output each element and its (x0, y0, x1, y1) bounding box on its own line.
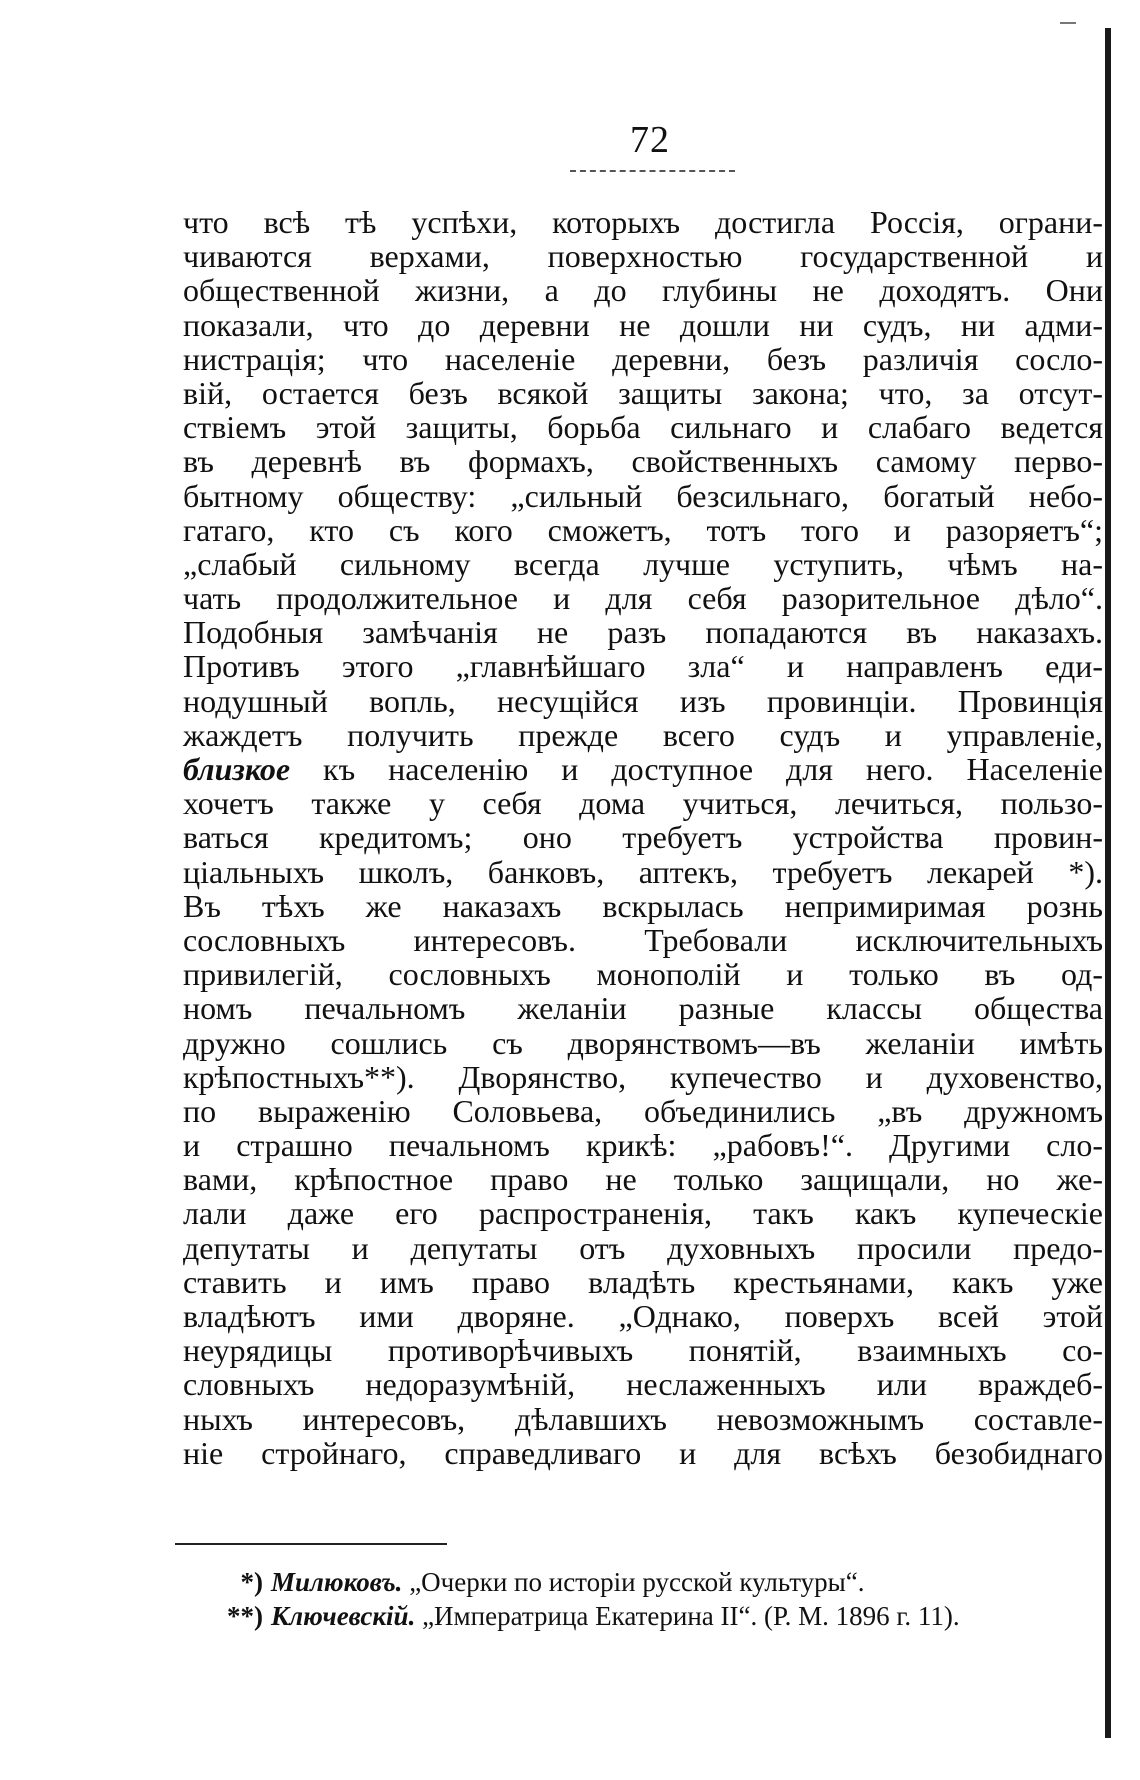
line-text: вій, остается безъ всякой защиты закона; что, за отсут- (183, 374, 1103, 411)
line-text: хочетъ также у себя дома учиться, лечиться, пользо- (183, 785, 1103, 822)
line-text: нодушный вопль, несущійся изъ провинціи. Провинція (183, 682, 1103, 719)
text-line (183, 1436, 1103, 1470)
footnote-text: „Императрица Екатерина II“. (Р. М. 1896 г. 11). (415, 1601, 960, 1631)
text-line (183, 1026, 1103, 1060)
line-text: Въ тѣхъ же наказахъ вскрылась непримиримая рознь (183, 887, 1103, 924)
line-text: дружно сошлись съ дворянствомъ—въ желаніи имѣть (183, 1024, 1103, 1061)
footnote-author: Милюковъ. (271, 1567, 403, 1597)
line-text: и страшно печальномъ крикѣ: „рабовъ!“. Другими сло- (183, 1127, 1103, 1164)
page-number-rule (570, 170, 735, 172)
text-line (183, 1402, 1103, 1436)
line-text: „слабый сильному всегда лучше уступить, чѣмъ на- (183, 545, 1103, 582)
line-text: ніе стройнаго, справедливаго и для всѣхъ безобиднаго (183, 1434, 1103, 1471)
line-text: ваться кредитомъ; оно требуетъ устройства провин- (183, 819, 1103, 856)
footnote-marker: **) (227, 1601, 263, 1631)
margin-tick-mark (1060, 22, 1076, 24)
footnote-separator (175, 1543, 447, 1545)
line-text: чать продолжительное и для себя разорительное дѣло“. (183, 580, 1103, 617)
emphasized-word: близкое (183, 751, 291, 787)
text-line (183, 342, 1103, 376)
text-line (183, 581, 1103, 615)
text-line (183, 513, 1103, 547)
text-line (183, 1231, 1103, 1265)
line-text: депутаты и депутаты отъ духовныхъ просили предо- (183, 1229, 1103, 1266)
line-text: гатаго, кто съ кого сможетъ, тотъ того и разоряетъ“; (183, 511, 1103, 548)
line-text: показали, что до деревни не дошли ни судъ, ни адми- (183, 306, 1103, 343)
text-line (183, 718, 1103, 752)
text-line (183, 1162, 1103, 1196)
line-text: по выраженію Соловьева, объединились „въ дружномъ (183, 1092, 1103, 1129)
text-line (183, 1367, 1103, 1401)
line-text: общественной жизни, а до глубины не доходятъ. Они (183, 272, 1103, 309)
line-text: къ населенію и доступное для него. Населеніе (290, 751, 1103, 787)
text-line (183, 1094, 1103, 1128)
text-line (183, 820, 1103, 854)
text-line (183, 615, 1103, 649)
footnote (205, 1599, 1085, 1633)
line-text: бытному обществу: „сильный безсильнаго, богатый небо- (183, 477, 1103, 514)
line-text: чиваются верхами, поверхностью государственной и (183, 238, 1103, 275)
line-text: словныхъ недоразумѣній, неслаженныхъ или враждеб- (183, 1366, 1103, 1403)
line-text: ставить и имъ право владѣть крестьянами, какъ уже (183, 1263, 1103, 1300)
line-text: неурядицы противорѣчивыхъ понятій, взаимныхъ со- (183, 1332, 1103, 1369)
text-line (183, 1265, 1103, 1299)
line-text: что всѣ тѣ успѣхи, которыхъ достигла Россія, ограни- (183, 204, 1103, 240)
line-text: владѣютъ ими дворяне. „Однако, поверхъ всей этой (183, 1298, 1103, 1334)
text-line (183, 376, 1103, 410)
line-text: привилегій, сословныхъ монополій и только въ од- (183, 956, 1103, 993)
text-line (183, 547, 1103, 581)
line-text: нистрація; что населеніе деревни, безъ различія сосло- (183, 340, 1103, 377)
text-line (183, 239, 1103, 273)
text-line (183, 205, 1103, 239)
text-line (183, 1060, 1103, 1094)
text-line (183, 889, 1103, 923)
text-line (183, 684, 1103, 718)
page-number: 72 (630, 119, 670, 161)
line-text: лали даже его распространенія, такъ какъ купеческіе (183, 1195, 1103, 1232)
page-edge-bar (1105, 28, 1111, 1738)
line-text: сословныхъ интересовъ. Требовали исключительныхъ (183, 921, 1103, 958)
text-line (183, 1299, 1103, 1333)
line-text: ствіемъ этой защиты, борьба сильнаго и слабаго ведется (183, 409, 1103, 446)
footnotes (205, 1565, 1085, 1633)
text-line (183, 752, 1103, 786)
text-line (183, 1128, 1103, 1162)
text-line (183, 991, 1103, 1025)
line-text: Подобныя замѣчанія не разъ попадаются въ наказахъ. (183, 614, 1103, 651)
text-line (183, 786, 1103, 820)
line-text: въ деревнѣ въ формахъ, свойственныхъ самому перво- (183, 443, 1103, 480)
footnote-marker: *) (240, 1567, 263, 1597)
text-line (183, 649, 1103, 683)
text-line (183, 1196, 1103, 1230)
text-line (183, 308, 1103, 342)
footnote-author: Ключевскій. (271, 1601, 416, 1631)
text-line (183, 1333, 1103, 1367)
text-line (183, 410, 1103, 444)
line-text: ціальныхъ школъ, банковъ, аптекъ, требуетъ лекарей *). (183, 853, 1103, 890)
line-text: ныхъ интересовъ, дѣлавшихъ невозможнымъ составле- (183, 1400, 1103, 1437)
text-line (183, 923, 1103, 957)
line-text: Противъ этого „главнѣйшаго зла“ и направленъ еди- (183, 648, 1103, 685)
line-text: крѣпостныхъ**). Дворянство, купечество и духовенство, (183, 1058, 1103, 1095)
text-line (183, 957, 1103, 991)
footnote-text: „Очерки по исторіи русской культуры“. (402, 1567, 865, 1597)
footnote (205, 1565, 1085, 1599)
line-text: номъ печальномъ желаніи разные классы общества (183, 990, 1103, 1027)
text-line (183, 479, 1103, 513)
body-text (183, 205, 1103, 1470)
text-line (183, 444, 1103, 478)
text-line (183, 273, 1103, 307)
line-text: вами, крѣпостное право не только защищали, но же- (183, 1161, 1103, 1198)
line-text: жаждетъ получить прежде всего судъ и управленіе, (183, 716, 1103, 753)
text-line (183, 855, 1103, 889)
